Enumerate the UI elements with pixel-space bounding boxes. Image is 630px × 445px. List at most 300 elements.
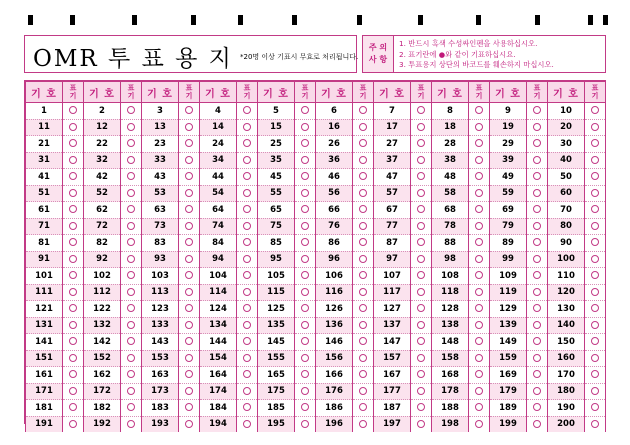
empty-circle-bubble-icon[interactable]: [591, 189, 599, 197]
mark-cell[interactable]: [585, 169, 606, 186]
mark-cell[interactable]: [411, 416, 432, 432]
empty-circle-bubble-icon[interactable]: [127, 337, 135, 345]
empty-circle-bubble-icon[interactable]: [243, 403, 251, 411]
mark-cell[interactable]: [585, 119, 606, 136]
mark-cell[interactable]: [469, 367, 490, 384]
mark-cell[interactable]: [353, 136, 374, 153]
mark-cell[interactable]: [237, 416, 258, 432]
empty-circle-bubble-icon[interactable]: [69, 354, 77, 362]
mark-cell[interactable]: [585, 136, 606, 153]
empty-circle-bubble-icon[interactable]: [591, 387, 599, 395]
empty-circle-bubble-icon[interactable]: [185, 304, 193, 312]
mark-cell[interactable]: [469, 251, 490, 268]
empty-circle-bubble-icon[interactable]: [359, 387, 367, 395]
empty-circle-bubble-icon[interactable]: [127, 172, 135, 180]
empty-circle-bubble-icon[interactable]: [475, 156, 483, 164]
empty-circle-bubble-icon[interactable]: [185, 238, 193, 246]
mark-cell[interactable]: [353, 251, 374, 268]
mark-cell[interactable]: [121, 152, 142, 169]
mark-cell[interactable]: [527, 152, 548, 169]
mark-cell[interactable]: [353, 350, 374, 367]
empty-circle-bubble-icon[interactable]: [475, 337, 483, 345]
mark-cell[interactable]: [179, 284, 200, 301]
mark-cell[interactable]: [237, 350, 258, 367]
mark-cell[interactable]: [353, 218, 374, 235]
empty-circle-bubble-icon[interactable]: [591, 222, 599, 230]
empty-circle-bubble-icon[interactable]: [301, 271, 309, 279]
empty-circle-bubble-icon[interactable]: [127, 222, 135, 230]
mark-cell[interactable]: [63, 317, 84, 334]
mark-cell[interactable]: [527, 169, 548, 186]
mark-cell[interactable]: [63, 251, 84, 268]
empty-circle-bubble-icon[interactable]: [127, 271, 135, 279]
mark-cell[interactable]: [585, 103, 606, 120]
mark-cell[interactable]: [63, 367, 84, 384]
mark-cell[interactable]: [585, 202, 606, 219]
mark-cell[interactable]: [469, 301, 490, 318]
mark-cell[interactable]: [63, 235, 84, 252]
mark-cell[interactable]: [527, 235, 548, 252]
empty-circle-bubble-icon[interactable]: [69, 255, 77, 263]
empty-circle-bubble-icon[interactable]: [243, 139, 251, 147]
mark-cell[interactable]: [469, 416, 490, 432]
empty-circle-bubble-icon[interactable]: [359, 123, 367, 131]
empty-circle-bubble-icon[interactable]: [243, 156, 251, 164]
mark-cell[interactable]: [527, 218, 548, 235]
mark-cell[interactable]: [411, 103, 432, 120]
empty-circle-bubble-icon[interactable]: [243, 271, 251, 279]
mark-cell[interactable]: [411, 350, 432, 367]
mark-cell[interactable]: [353, 317, 374, 334]
mark-cell[interactable]: [469, 169, 490, 186]
mark-cell[interactable]: [179, 218, 200, 235]
mark-cell[interactable]: [63, 383, 84, 400]
mark-cell[interactable]: [469, 119, 490, 136]
mark-cell[interactable]: [179, 383, 200, 400]
empty-circle-bubble-icon[interactable]: [301, 304, 309, 312]
mark-cell[interactable]: [121, 284, 142, 301]
mark-cell[interactable]: [179, 400, 200, 417]
mark-cell[interactable]: [353, 284, 374, 301]
mark-cell[interactable]: [295, 284, 316, 301]
empty-circle-bubble-icon[interactable]: [417, 205, 425, 213]
empty-circle-bubble-icon[interactable]: [359, 156, 367, 164]
empty-circle-bubble-icon[interactable]: [185, 205, 193, 213]
mark-cell[interactable]: [237, 103, 258, 120]
empty-circle-bubble-icon[interactable]: [69, 288, 77, 296]
empty-circle-bubble-icon[interactable]: [185, 139, 193, 147]
mark-cell[interactable]: [353, 416, 374, 432]
empty-circle-bubble-icon[interactable]: [591, 156, 599, 164]
empty-circle-bubble-icon[interactable]: [417, 123, 425, 131]
mark-cell[interactable]: [237, 334, 258, 351]
mark-cell[interactable]: [63, 301, 84, 318]
empty-circle-bubble-icon[interactable]: [243, 189, 251, 197]
mark-cell[interactable]: [353, 103, 374, 120]
empty-circle-bubble-icon[interactable]: [69, 420, 77, 428]
empty-circle-bubble-icon[interactable]: [591, 139, 599, 147]
mark-cell[interactable]: [469, 383, 490, 400]
mark-cell[interactable]: [179, 136, 200, 153]
empty-circle-bubble-icon[interactable]: [301, 222, 309, 230]
empty-circle-bubble-icon[interactable]: [591, 288, 599, 296]
mark-cell[interactable]: [527, 202, 548, 219]
empty-circle-bubble-icon[interactable]: [533, 222, 541, 230]
empty-circle-bubble-icon[interactable]: [243, 172, 251, 180]
mark-cell[interactable]: [295, 416, 316, 432]
empty-circle-bubble-icon[interactable]: [185, 106, 193, 114]
empty-circle-bubble-icon[interactable]: [359, 321, 367, 329]
mark-cell[interactable]: [179, 169, 200, 186]
mark-cell[interactable]: [237, 301, 258, 318]
empty-circle-bubble-icon[interactable]: [69, 222, 77, 230]
empty-circle-bubble-icon[interactable]: [591, 420, 599, 428]
mark-cell[interactable]: [411, 202, 432, 219]
empty-circle-bubble-icon[interactable]: [127, 420, 135, 428]
mark-cell[interactable]: [411, 218, 432, 235]
empty-circle-bubble-icon[interactable]: [69, 106, 77, 114]
empty-circle-bubble-icon[interactable]: [127, 156, 135, 164]
empty-circle-bubble-icon[interactable]: [591, 354, 599, 362]
mark-cell[interactable]: [237, 235, 258, 252]
empty-circle-bubble-icon[interactable]: [475, 321, 483, 329]
mark-cell[interactable]: [63, 152, 84, 169]
empty-circle-bubble-icon[interactable]: [533, 304, 541, 312]
mark-cell[interactable]: [121, 383, 142, 400]
mark-cell[interactable]: [469, 235, 490, 252]
empty-circle-bubble-icon[interactable]: [359, 106, 367, 114]
mark-cell[interactable]: [295, 301, 316, 318]
empty-circle-bubble-icon[interactable]: [591, 172, 599, 180]
empty-circle-bubble-icon[interactable]: [127, 205, 135, 213]
empty-circle-bubble-icon[interactable]: [533, 238, 541, 246]
mark-cell[interactable]: [295, 400, 316, 417]
mark-cell[interactable]: [585, 301, 606, 318]
mark-cell[interactable]: [353, 301, 374, 318]
mark-cell[interactable]: [411, 383, 432, 400]
empty-circle-bubble-icon[interactable]: [533, 106, 541, 114]
empty-circle-bubble-icon[interactable]: [533, 255, 541, 263]
empty-circle-bubble-icon[interactable]: [127, 189, 135, 197]
mark-cell[interactable]: [353, 367, 374, 384]
empty-circle-bubble-icon[interactable]: [591, 304, 599, 312]
mark-cell[interactable]: [411, 367, 432, 384]
empty-circle-bubble-icon[interactable]: [417, 106, 425, 114]
empty-circle-bubble-icon[interactable]: [243, 370, 251, 378]
mark-cell[interactable]: [179, 202, 200, 219]
empty-circle-bubble-icon[interactable]: [359, 354, 367, 362]
mark-cell[interactable]: [353, 185, 374, 202]
empty-circle-bubble-icon[interactable]: [301, 189, 309, 197]
mark-cell[interactable]: [179, 367, 200, 384]
empty-circle-bubble-icon[interactable]: [127, 238, 135, 246]
empty-circle-bubble-icon[interactable]: [359, 304, 367, 312]
empty-circle-bubble-icon[interactable]: [591, 255, 599, 263]
empty-circle-bubble-icon[interactable]: [475, 238, 483, 246]
mark-cell[interactable]: [63, 334, 84, 351]
empty-circle-bubble-icon[interactable]: [533, 420, 541, 428]
mark-cell[interactable]: [179, 317, 200, 334]
mark-cell[interactable]: [295, 235, 316, 252]
mark-cell[interactable]: [527, 301, 548, 318]
empty-circle-bubble-icon[interactable]: [591, 271, 599, 279]
mark-cell[interactable]: [121, 169, 142, 186]
empty-circle-bubble-icon[interactable]: [301, 123, 309, 131]
empty-circle-bubble-icon[interactable]: [127, 321, 135, 329]
mark-cell[interactable]: [527, 317, 548, 334]
empty-circle-bubble-icon[interactable]: [417, 156, 425, 164]
mark-cell[interactable]: [353, 400, 374, 417]
mark-cell[interactable]: [63, 169, 84, 186]
empty-circle-bubble-icon[interactable]: [359, 420, 367, 428]
empty-circle-bubble-icon[interactable]: [417, 271, 425, 279]
empty-circle-bubble-icon[interactable]: [301, 403, 309, 411]
empty-circle-bubble-icon[interactable]: [185, 321, 193, 329]
mark-cell[interactable]: [411, 284, 432, 301]
mark-cell[interactable]: [121, 350, 142, 367]
mark-cell[interactable]: [179, 152, 200, 169]
mark-cell[interactable]: [121, 202, 142, 219]
empty-circle-bubble-icon[interactable]: [185, 222, 193, 230]
empty-circle-bubble-icon[interactable]: [533, 205, 541, 213]
empty-circle-bubble-icon[interactable]: [243, 321, 251, 329]
mark-cell[interactable]: [179, 334, 200, 351]
empty-circle-bubble-icon[interactable]: [533, 354, 541, 362]
mark-cell[interactable]: [179, 301, 200, 318]
empty-circle-bubble-icon[interactable]: [417, 189, 425, 197]
mark-cell[interactable]: [63, 400, 84, 417]
mark-cell[interactable]: [295, 350, 316, 367]
empty-circle-bubble-icon[interactable]: [69, 139, 77, 147]
empty-circle-bubble-icon[interactable]: [127, 106, 135, 114]
mark-cell[interactable]: [585, 218, 606, 235]
empty-circle-bubble-icon[interactable]: [243, 205, 251, 213]
empty-circle-bubble-icon[interactable]: [533, 139, 541, 147]
empty-circle-bubble-icon[interactable]: [69, 123, 77, 131]
empty-circle-bubble-icon[interactable]: [301, 205, 309, 213]
mark-cell[interactable]: [121, 367, 142, 384]
mark-cell[interactable]: [527, 416, 548, 432]
mark-cell[interactable]: [411, 334, 432, 351]
mark-cell[interactable]: [237, 169, 258, 186]
mark-cell[interactable]: [585, 317, 606, 334]
mark-cell[interactable]: [121, 400, 142, 417]
mark-cell[interactable]: [353, 268, 374, 285]
mark-cell[interactable]: [469, 400, 490, 417]
mark-cell[interactable]: [295, 185, 316, 202]
mark-cell[interactable]: [411, 152, 432, 169]
empty-circle-bubble-icon[interactable]: [243, 354, 251, 362]
mark-cell[interactable]: [411, 136, 432, 153]
mark-cell[interactable]: [295, 334, 316, 351]
empty-circle-bubble-icon[interactable]: [417, 420, 425, 428]
mark-cell[interactable]: [527, 334, 548, 351]
empty-circle-bubble-icon[interactable]: [475, 403, 483, 411]
mark-cell[interactable]: [63, 185, 84, 202]
empty-circle-bubble-icon[interactable]: [533, 321, 541, 329]
empty-circle-bubble-icon[interactable]: [359, 255, 367, 263]
empty-circle-bubble-icon[interactable]: [185, 255, 193, 263]
empty-circle-bubble-icon[interactable]: [243, 337, 251, 345]
empty-circle-bubble-icon[interactable]: [69, 387, 77, 395]
empty-circle-bubble-icon[interactable]: [417, 172, 425, 180]
empty-circle-bubble-icon[interactable]: [301, 337, 309, 345]
mark-cell[interactable]: [353, 119, 374, 136]
mark-cell[interactable]: [179, 251, 200, 268]
mark-cell[interactable]: [469, 103, 490, 120]
empty-circle-bubble-icon[interactable]: [185, 403, 193, 411]
empty-circle-bubble-icon[interactable]: [301, 156, 309, 164]
mark-cell[interactable]: [179, 103, 200, 120]
empty-circle-bubble-icon[interactable]: [243, 387, 251, 395]
mark-cell[interactable]: [585, 383, 606, 400]
mark-cell[interactable]: [411, 301, 432, 318]
mark-cell[interactable]: [585, 350, 606, 367]
empty-circle-bubble-icon[interactable]: [359, 238, 367, 246]
mark-cell[interactable]: [295, 202, 316, 219]
mark-cell[interactable]: [585, 152, 606, 169]
mark-cell[interactable]: [411, 268, 432, 285]
mark-cell[interactable]: [295, 367, 316, 384]
mark-cell[interactable]: [469, 136, 490, 153]
empty-circle-bubble-icon[interactable]: [533, 189, 541, 197]
empty-circle-bubble-icon[interactable]: [69, 156, 77, 164]
empty-circle-bubble-icon[interactable]: [185, 370, 193, 378]
empty-circle-bubble-icon[interactable]: [475, 189, 483, 197]
empty-circle-bubble-icon[interactable]: [417, 387, 425, 395]
empty-circle-bubble-icon[interactable]: [359, 139, 367, 147]
empty-circle-bubble-icon[interactable]: [417, 238, 425, 246]
empty-circle-bubble-icon[interactable]: [533, 288, 541, 296]
mark-cell[interactable]: [121, 136, 142, 153]
empty-circle-bubble-icon[interactable]: [359, 403, 367, 411]
mark-cell[interactable]: [295, 119, 316, 136]
empty-circle-bubble-icon[interactable]: [185, 271, 193, 279]
mark-cell[interactable]: [237, 202, 258, 219]
mark-cell[interactable]: [121, 268, 142, 285]
mark-cell[interactable]: [63, 284, 84, 301]
empty-circle-bubble-icon[interactable]: [475, 255, 483, 263]
mark-cell[interactable]: [411, 119, 432, 136]
empty-circle-bubble-icon[interactable]: [69, 304, 77, 312]
empty-circle-bubble-icon[interactable]: [243, 420, 251, 428]
empty-circle-bubble-icon[interactable]: [417, 255, 425, 263]
empty-circle-bubble-icon[interactable]: [359, 222, 367, 230]
empty-circle-bubble-icon[interactable]: [359, 271, 367, 279]
empty-circle-bubble-icon[interactable]: [475, 387, 483, 395]
empty-circle-bubble-icon[interactable]: [69, 189, 77, 197]
empty-circle-bubble-icon[interactable]: [475, 222, 483, 230]
mark-cell[interactable]: [63, 416, 84, 432]
empty-circle-bubble-icon[interactable]: [127, 255, 135, 263]
mark-cell[interactable]: [585, 284, 606, 301]
mark-cell[interactable]: [237, 251, 258, 268]
mark-cell[interactable]: [63, 136, 84, 153]
empty-circle-bubble-icon[interactable]: [359, 189, 367, 197]
empty-circle-bubble-icon[interactable]: [127, 304, 135, 312]
mark-cell[interactable]: [179, 268, 200, 285]
mark-cell[interactable]: [527, 268, 548, 285]
mark-cell[interactable]: [469, 268, 490, 285]
mark-cell[interactable]: [585, 185, 606, 202]
empty-circle-bubble-icon[interactable]: [591, 106, 599, 114]
mark-cell[interactable]: [121, 416, 142, 432]
empty-circle-bubble-icon[interactable]: [533, 123, 541, 131]
empty-circle-bubble-icon[interactable]: [301, 139, 309, 147]
mark-cell[interactable]: [295, 103, 316, 120]
empty-circle-bubble-icon[interactable]: [69, 403, 77, 411]
empty-circle-bubble-icon[interactable]: [69, 370, 77, 378]
mark-cell[interactable]: [353, 383, 374, 400]
mark-cell[interactable]: [295, 383, 316, 400]
mark-cell[interactable]: [237, 185, 258, 202]
mark-cell[interactable]: [585, 400, 606, 417]
empty-circle-bubble-icon[interactable]: [301, 288, 309, 296]
mark-cell[interactable]: [121, 119, 142, 136]
mark-cell[interactable]: [63, 119, 84, 136]
empty-circle-bubble-icon[interactable]: [359, 370, 367, 378]
mark-cell[interactable]: [237, 136, 258, 153]
mark-cell[interactable]: [469, 350, 490, 367]
empty-circle-bubble-icon[interactable]: [301, 321, 309, 329]
empty-circle-bubble-icon[interactable]: [301, 387, 309, 395]
mark-cell[interactable]: [295, 152, 316, 169]
mark-cell[interactable]: [237, 284, 258, 301]
empty-circle-bubble-icon[interactable]: [475, 172, 483, 180]
mark-cell[interactable]: [411, 185, 432, 202]
empty-circle-bubble-icon[interactable]: [301, 354, 309, 362]
empty-circle-bubble-icon[interactable]: [127, 123, 135, 131]
mark-cell[interactable]: [527, 185, 548, 202]
empty-circle-bubble-icon[interactable]: [301, 238, 309, 246]
empty-circle-bubble-icon[interactable]: [591, 337, 599, 345]
mark-cell[interactable]: [353, 202, 374, 219]
empty-circle-bubble-icon[interactable]: [127, 387, 135, 395]
empty-circle-bubble-icon[interactable]: [185, 123, 193, 131]
empty-circle-bubble-icon[interactable]: [533, 403, 541, 411]
empty-circle-bubble-icon[interactable]: [591, 370, 599, 378]
mark-cell[interactable]: [469, 317, 490, 334]
mark-cell[interactable]: [63, 350, 84, 367]
empty-circle-bubble-icon[interactable]: [185, 354, 193, 362]
mark-cell[interactable]: [295, 268, 316, 285]
empty-circle-bubble-icon[interactable]: [475, 106, 483, 114]
empty-circle-bubble-icon[interactable]: [185, 189, 193, 197]
mark-cell[interactable]: [469, 284, 490, 301]
mark-cell[interactable]: [353, 235, 374, 252]
empty-circle-bubble-icon[interactable]: [417, 354, 425, 362]
mark-cell[interactable]: [63, 202, 84, 219]
empty-circle-bubble-icon[interactable]: [475, 271, 483, 279]
empty-circle-bubble-icon[interactable]: [417, 288, 425, 296]
mark-cell[interactable]: [527, 119, 548, 136]
mark-cell[interactable]: [527, 103, 548, 120]
mark-cell[interactable]: [527, 350, 548, 367]
mark-cell[interactable]: [295, 218, 316, 235]
mark-cell[interactable]: [527, 136, 548, 153]
mark-cell[interactable]: [121, 301, 142, 318]
mark-cell[interactable]: [469, 152, 490, 169]
mark-cell[interactable]: [179, 350, 200, 367]
empty-circle-bubble-icon[interactable]: [127, 403, 135, 411]
empty-circle-bubble-icon[interactable]: [533, 156, 541, 164]
empty-circle-bubble-icon[interactable]: [417, 370, 425, 378]
empty-circle-bubble-icon[interactable]: [69, 172, 77, 180]
empty-circle-bubble-icon[interactable]: [417, 222, 425, 230]
mark-cell[interactable]: [527, 251, 548, 268]
empty-circle-bubble-icon[interactable]: [359, 172, 367, 180]
mark-cell[interactable]: [585, 268, 606, 285]
